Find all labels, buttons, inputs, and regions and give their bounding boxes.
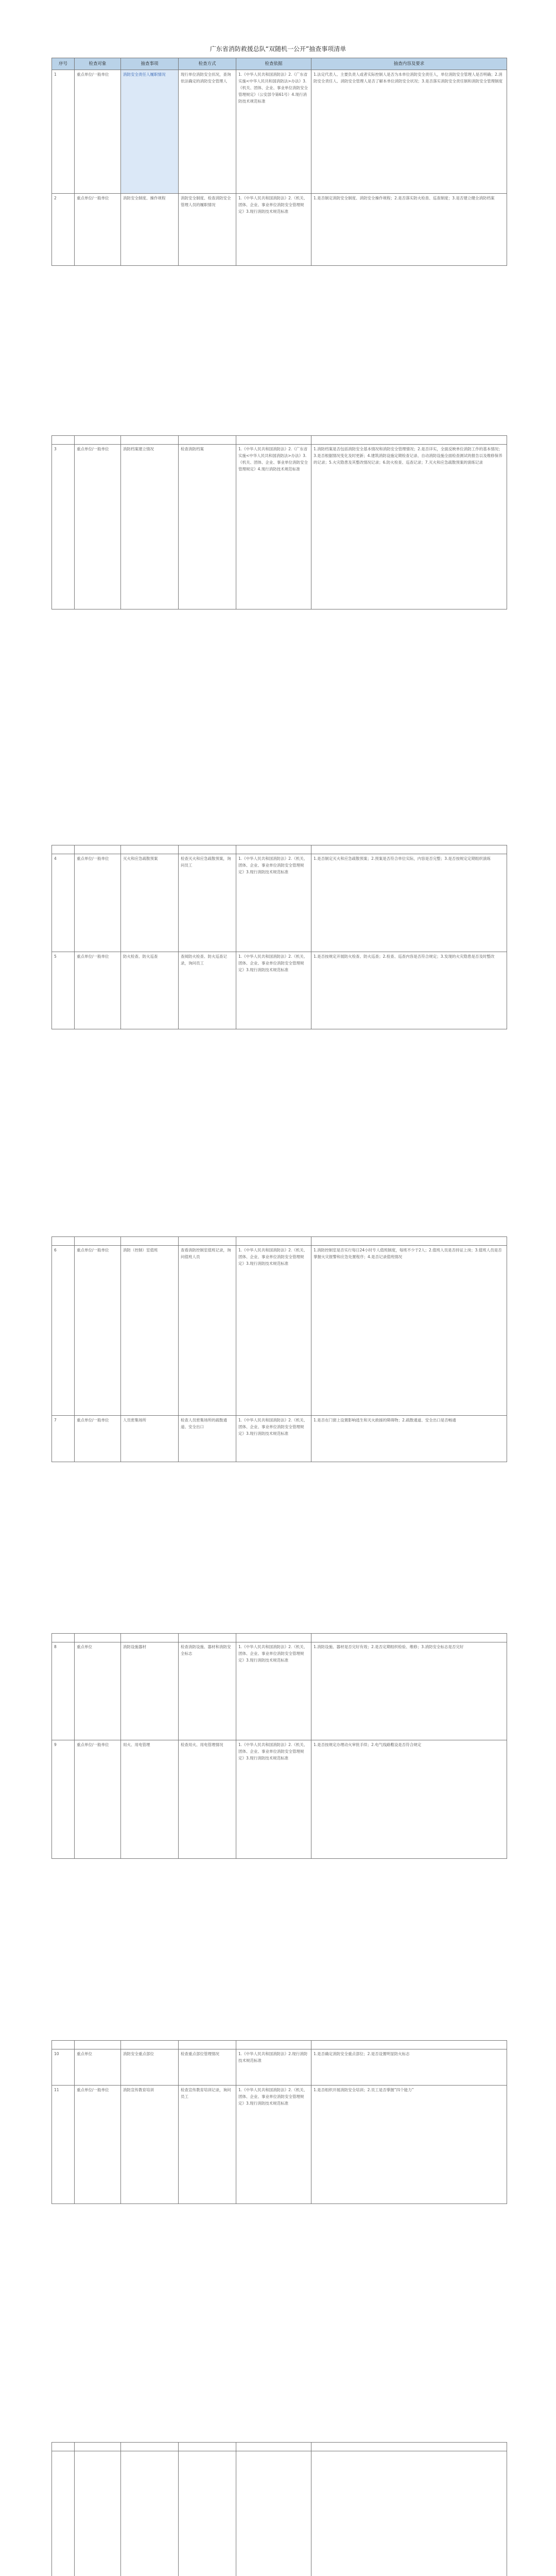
table-header-row [52,58,507,70]
header-item: 抽查事项 [121,58,179,70]
table-row [52,70,507,194]
row-item: 消防宣传教育培训 [121,2086,179,2204]
header-content: 抽查内容及要求 [311,58,507,70]
table-row [52,1246,507,1416]
row-method: 检查消防设施、器材和消防安全标志 [179,1642,236,1740]
row-item: 消防安全责任人履职情况 [121,70,179,194]
row-item: 灭火和应急疏散预案 [121,854,179,952]
row-content: 1.消防档案是否包括消防安全基本情况和消防安全管理情况；2.是否详实，全面反映单位消防工作的基本情况；3.是否根据情况变化及时更新；4.建筑消防设施定期检查记录、自动消防设施全面检查测试的报告以及维修保养的记录；5.火灾隐患及其整改情况记录；6.防火检查、巡查记录；7.灭火和应急疏散预案的演练记录 [311,445,507,609]
row-object: 重点单位/一般单位 [75,445,121,609]
header-method: 检查方式 [179,58,236,70]
checklist-table-part-2 [51,435,507,609]
row-content: 1.是否按规定办理动火审批手续；2.电气线路敷设是否符合规定 [311,1740,507,1859]
row-object: 重点单位/一般单位 [75,194,121,266]
row-object: 重点单位 [75,2049,121,2086]
row-method: 查阅防火检查、防火巡查记录，询问员工 [179,952,236,1029]
row-method: 检查重点部位管理情况 [179,2049,236,2086]
row-object: 重点单位/一般单位 [75,1740,121,1859]
row-method: 检查用火、用电管理情况 [179,1740,236,1859]
table-row [52,845,507,854]
row-item: 消防（控制）室值班 [121,1246,179,1416]
row-content: 1.是否确定消防安全重点部位；2.是否设置明显防火标志 [311,2049,507,2086]
row-object: 重点单位/一般单位 [75,854,121,952]
row-basis: 1.《中华人民共和国消防法》2.《机关、团体、企业、事业单位消防安全管理规定》3.现行消防技术规范标准 [236,854,311,952]
row-basis: 1.《中华人民共和国消防法》2.《广东省实施<中华人民共和国消防法>办法》3.《机关、团体、企业、事业单位消防安全管理规定》4.现行消防技术规范标准 [236,445,311,609]
row-item: 消防设施器材 [121,1642,179,1740]
checklist-table-part-7 [51,2442,507,2576]
row-object: 重点单位/一般单位 [75,70,121,194]
row-basis: 1.《中华人民共和国消防法》2.现行消防技术规范标准 [236,2049,311,2086]
row-item: 防火检查、防火巡查 [121,952,179,1029]
row-content: 1.是否按规定开展防火检查、防火巡查；2.检查、巡查内容是否符合规定；3.发现的火灾隐患是否及时整改 [311,952,507,1029]
page-title: 广东省消防救援总队“双随机一公开”抽查事项清单 [210,45,346,53]
row-method: 检查宣传教育培训记录，询问员工 [179,2086,236,2204]
row-no: 7 [52,1416,75,1462]
row-method: 检查灭火和应急疏散预案，询问员工 [179,854,236,952]
row-no: 2 [52,194,75,266]
row-object: 重点单位/一般单位 [75,1246,121,1416]
row-item: 消防安全制度、操作规程 [121,194,179,266]
row-item: 人员密集场所 [121,1416,179,1462]
row-no: 11 [52,2086,75,2204]
row-item: 用火、用电管理 [121,1740,179,1859]
row-content: 1.消防控制室是否实行每日24小时专人值班制度，每班不少于2人；2.值班人员是否持证上岗；3.值班人员是否掌握火灾报警和应急处置程序；4.是否记录值班情况 [311,1246,507,1416]
row-basis: 1.《中华人民共和国消防法》2.《广东省实施<中华人民共和国消防法>办法》3.《机关、团体、企业、事业单位消防安全管理规定》（公安部令第61号）4.现行消防技术规范标准 [236,70,311,194]
header-basis: 检查依据 [236,58,311,70]
row-object: 重点单位/一般单位 [75,952,121,1029]
table-row [52,2443,507,2451]
table-row [52,436,507,445]
header-no: 序号 [52,58,75,70]
table-row [52,445,507,609]
row-content: 1.是否组织开展消防安全培训；2.员工是否掌握“四个能力” [311,2086,507,2204]
checklist-table-part-6 [51,2040,507,2204]
checklist-table-part-3 [51,845,507,1029]
table-row [52,854,507,952]
checklist-table-part-4 [51,1236,507,1462]
row-no: 9 [52,1740,75,1859]
row-no: 5 [52,952,75,1029]
row-method: 检查消防档案 [179,445,236,609]
row-content: 1.是否制定消防安全制度、消防安全操作规程；2.是否落实防火检查、巡查制度；3.是否建立健全消防档案 [311,194,507,266]
row-no: 3 [52,445,75,609]
row-object: 重点单位/一般单位 [75,2086,121,2204]
table-row [52,2049,507,2086]
checklist-table-part-5 [51,1633,507,1859]
row-object: 重点单位 [75,1642,121,1740]
row-method: 检查人员密集场所的疏散通道、安全出口 [179,1416,236,1462]
row-item: 消防安全重点部位 [121,2049,179,2086]
row-basis: 1.《中华人民共和国消防法》2.《机关、团体、企业、事业单位消防安全管理规定》3.现行消防技术规范标准 [236,1416,311,1462]
row-object: 重点单位/一般单位 [75,1416,121,1462]
row-no: 1 [52,70,75,194]
table-row [52,1740,507,1859]
row-no: 6 [52,1246,75,1416]
table-row [52,2041,507,2049]
row-no: 10 [52,2049,75,2086]
table-row [52,1416,507,1462]
row-basis: 1.《中华人民共和国消防法》2.《机关、团体、企业、事业单位消防安全管理规定》3.现行消防技术规范标准 [236,2086,311,2204]
table-row [52,1634,507,1642]
table-row [52,2086,507,2204]
row-no: 4 [52,854,75,952]
row-basis: 1.《中华人民共和国消防法》2.《机关、团体、企业、事业单位消防安全管理规定》3.现行消防技术规范标准 [236,1642,311,1740]
row-item: 消防档案建立情况 [121,445,179,609]
row-method: 消防安全制度、检查消防安全管理人员的履职情况 [179,194,236,266]
table-row [52,194,507,266]
table-row [52,952,507,1029]
row-basis: 1.《中华人民共和国消防法》2.《机关、团体、企业、事业单位消防安全管理规定》3.现行消防技术规范标准 [236,194,311,266]
header-object: 检查对象 [75,58,121,70]
table-row [52,2451,507,2576]
checklist-table-part-1 [51,58,507,266]
row-method: 查看消防控制室值班记录，询问值班人员 [179,1246,236,1416]
row-basis: 1.《中华人民共和国消防法》2.《机关、团体、企业、事业单位消防安全管理规定》3.现行消防技术规范标准 [236,1246,311,1416]
row-no: 8 [52,1642,75,1740]
row-content: 1.消防设施、器材是否完好有效；2.是否定期组织检验、维修；3.消防安全标志是否完好 [311,1642,507,1740]
row-method: 现行单位消防安全状况，查询依法确定的消防安全管理人 [179,70,236,194]
row-basis: 1.《中华人民共和国消防法》2.《机关、团体、企业、事业单位消防安全管理规定》3.现行消防技术规范标准 [236,1740,311,1859]
row-content: 1.是否在门窗上设置影响逃生和灭火救援的障碍物；2.疏散通道、安全出口是否畅通 [311,1416,507,1462]
row-content: 1.是否制定灭火和应急疏散预案；2.预案是否符合单位实际，内容是否完整；3.是否按规定定期组织演练 [311,854,507,952]
row-content: 1.法定代表人、主要负责人或者实际控制人是否为本单位消防安全责任人，单位消防安全管理人是否明确；2.消防安全责任人、消防安全管理人是否了解本单位消防安全状况；3.是否落实消防安全责任制和消防安全管理制度 [311,70,507,194]
table-row [52,1237,507,1246]
row-basis: 1.《中华人民共和国消防法》2.《机关、团体、企业、事业单位消防安全管理规定》3.现行消防技术规范标准 [236,952,311,1029]
table-row [52,1642,507,1740]
